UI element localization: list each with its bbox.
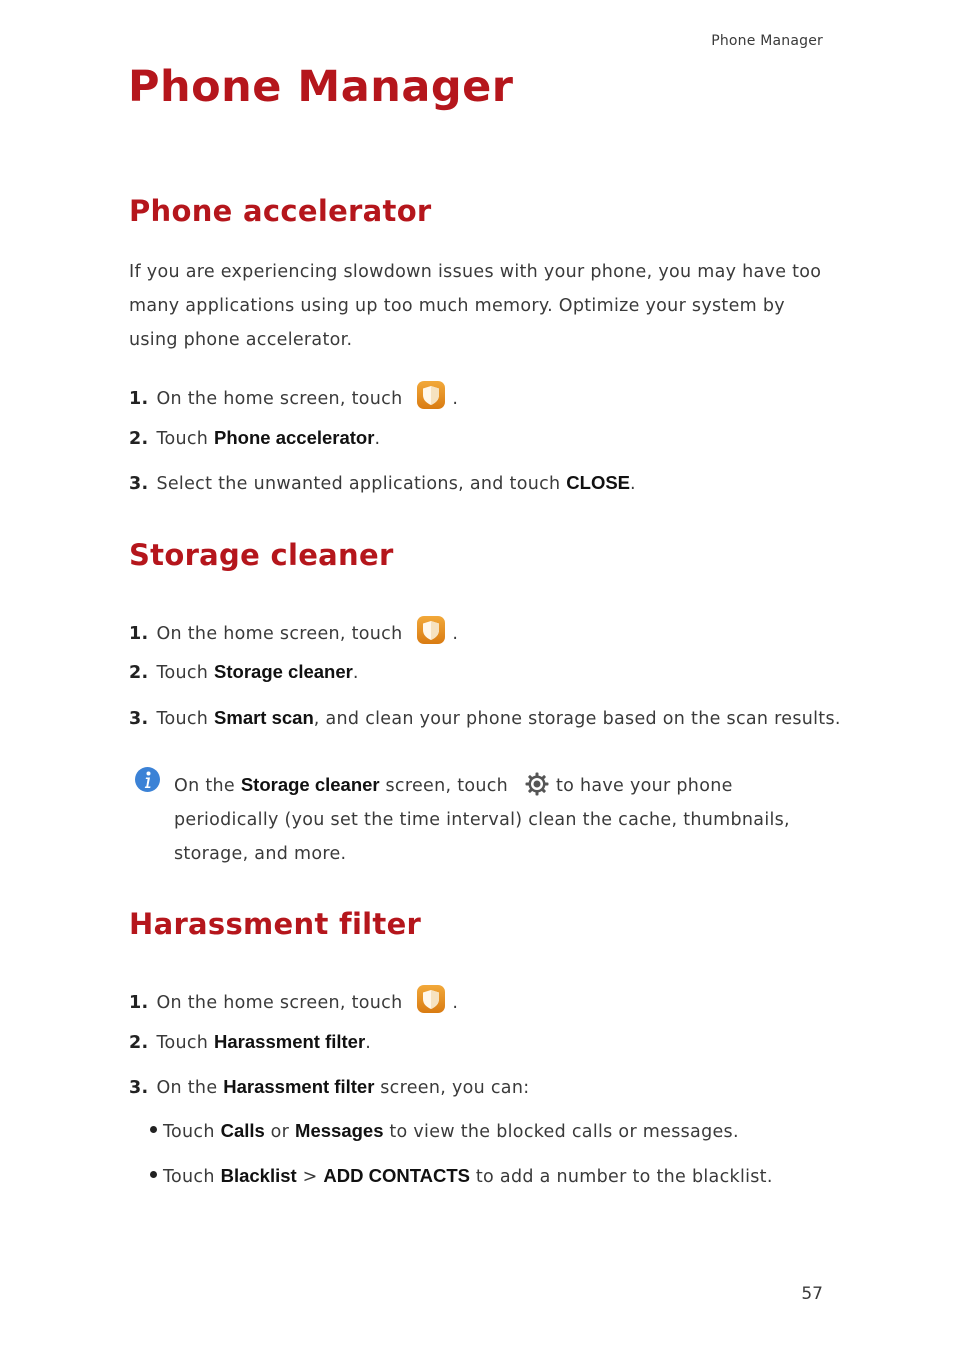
step-text: Select the unwanted applications, and touch xyxy=(156,474,567,494)
harassment-step-2 xyxy=(129,1030,371,1055)
step-text: On the xyxy=(156,1078,224,1098)
section-heading-storage-cleaner: Storage cleaner xyxy=(129,538,394,572)
step-number: 2. xyxy=(129,429,149,449)
step-number: 1. xyxy=(129,389,149,409)
step-number: 3. xyxy=(129,474,149,494)
step-number: 1. xyxy=(129,993,149,1013)
step-text: Touch xyxy=(156,709,215,729)
storage-step-1 xyxy=(129,615,458,646)
running-header: Phone Manager xyxy=(711,33,823,49)
section-heading-harassment-filter: Harassment filter xyxy=(129,907,422,941)
bullet-dot xyxy=(150,1126,157,1133)
step-end: . xyxy=(374,429,381,449)
ui-term: Phone accelerator xyxy=(214,427,375,448)
ui-term: Calls xyxy=(220,1120,265,1141)
page-number: 57 xyxy=(801,1284,823,1304)
step-number: 2. xyxy=(129,1033,149,1053)
ui-term: Blacklist xyxy=(220,1165,297,1186)
step-end: . xyxy=(452,624,459,644)
section-heading-phone-accelerator: Phone accelerator xyxy=(129,194,432,228)
page-title: Phone Manager xyxy=(128,62,514,112)
note-text xyxy=(174,768,814,871)
storage-step-3 xyxy=(129,706,841,731)
ui-term: ADD CONTACTS xyxy=(323,1165,471,1186)
bullet-text: to view the blocked calls or messages. xyxy=(383,1122,739,1142)
step-text: On the home screen, touch xyxy=(156,624,403,644)
ui-term: Messages xyxy=(295,1120,384,1141)
step-number: 1. xyxy=(129,624,149,644)
step-number: 3. xyxy=(129,709,149,729)
phone-manager-shield-icon xyxy=(416,984,446,1014)
note-mid: screen, touch xyxy=(379,776,509,796)
accelerator-step-3 xyxy=(129,471,636,496)
step-text: Touch xyxy=(156,1033,215,1053)
step-end: . xyxy=(452,993,459,1013)
ui-term: Storage cleaner xyxy=(240,774,380,795)
bullet-text: to add a number to the blacklist. xyxy=(470,1167,773,1187)
step-end: . xyxy=(452,389,459,409)
bullet-text: or xyxy=(264,1122,296,1142)
step-text: On the home screen, touch xyxy=(156,389,403,409)
ui-term: Harassment filter xyxy=(223,1076,375,1097)
phone-manager-shield-icon xyxy=(416,615,446,645)
ui-term: Smart scan xyxy=(214,707,314,728)
info-icon xyxy=(134,766,161,793)
step-text: Touch xyxy=(156,429,215,449)
step-end: . xyxy=(365,1033,372,1053)
harassment-step-3 xyxy=(129,1075,529,1100)
bullet-text: > xyxy=(296,1167,324,1187)
step-end: , and clean your phone storage based on the scan results. xyxy=(313,709,841,729)
step-text: On the home screen, touch xyxy=(156,993,403,1013)
intro-paragraph: If you are experiencing slowdown issues with your phone, you may have too many applications using up too much memory. Optimize your system by using phone accelerator. xyxy=(129,262,822,350)
note-pre: On the xyxy=(174,776,241,796)
step-end: . xyxy=(630,474,636,494)
bullet-dot xyxy=(150,1171,157,1178)
step-number: 2. xyxy=(129,663,149,683)
step-number: 3. xyxy=(129,1078,149,1098)
accelerator-step-1 xyxy=(129,380,458,411)
bullet-text: Touch xyxy=(163,1167,221,1187)
accelerator-step-2 xyxy=(129,426,380,451)
note-post: to have your phone periodically (you set the time interval) clean the cache, thumbnails, storage, and more. xyxy=(174,776,790,864)
step-end: screen, you can: xyxy=(374,1078,530,1098)
step-text: Touch xyxy=(156,663,215,683)
phone-manager-shield-icon xyxy=(416,380,446,410)
bullet-text: Touch xyxy=(163,1122,221,1142)
harassment-step-1 xyxy=(129,984,458,1015)
ui-term: Harassment filter xyxy=(214,1031,366,1052)
bullet-item xyxy=(150,1119,739,1144)
gear-icon xyxy=(524,771,550,797)
step-end: . xyxy=(352,663,359,683)
ui-term: CLOSE xyxy=(566,472,631,493)
ui-term: Storage cleaner xyxy=(214,661,353,682)
bullet-item xyxy=(150,1164,773,1189)
storage-step-2 xyxy=(129,660,359,685)
